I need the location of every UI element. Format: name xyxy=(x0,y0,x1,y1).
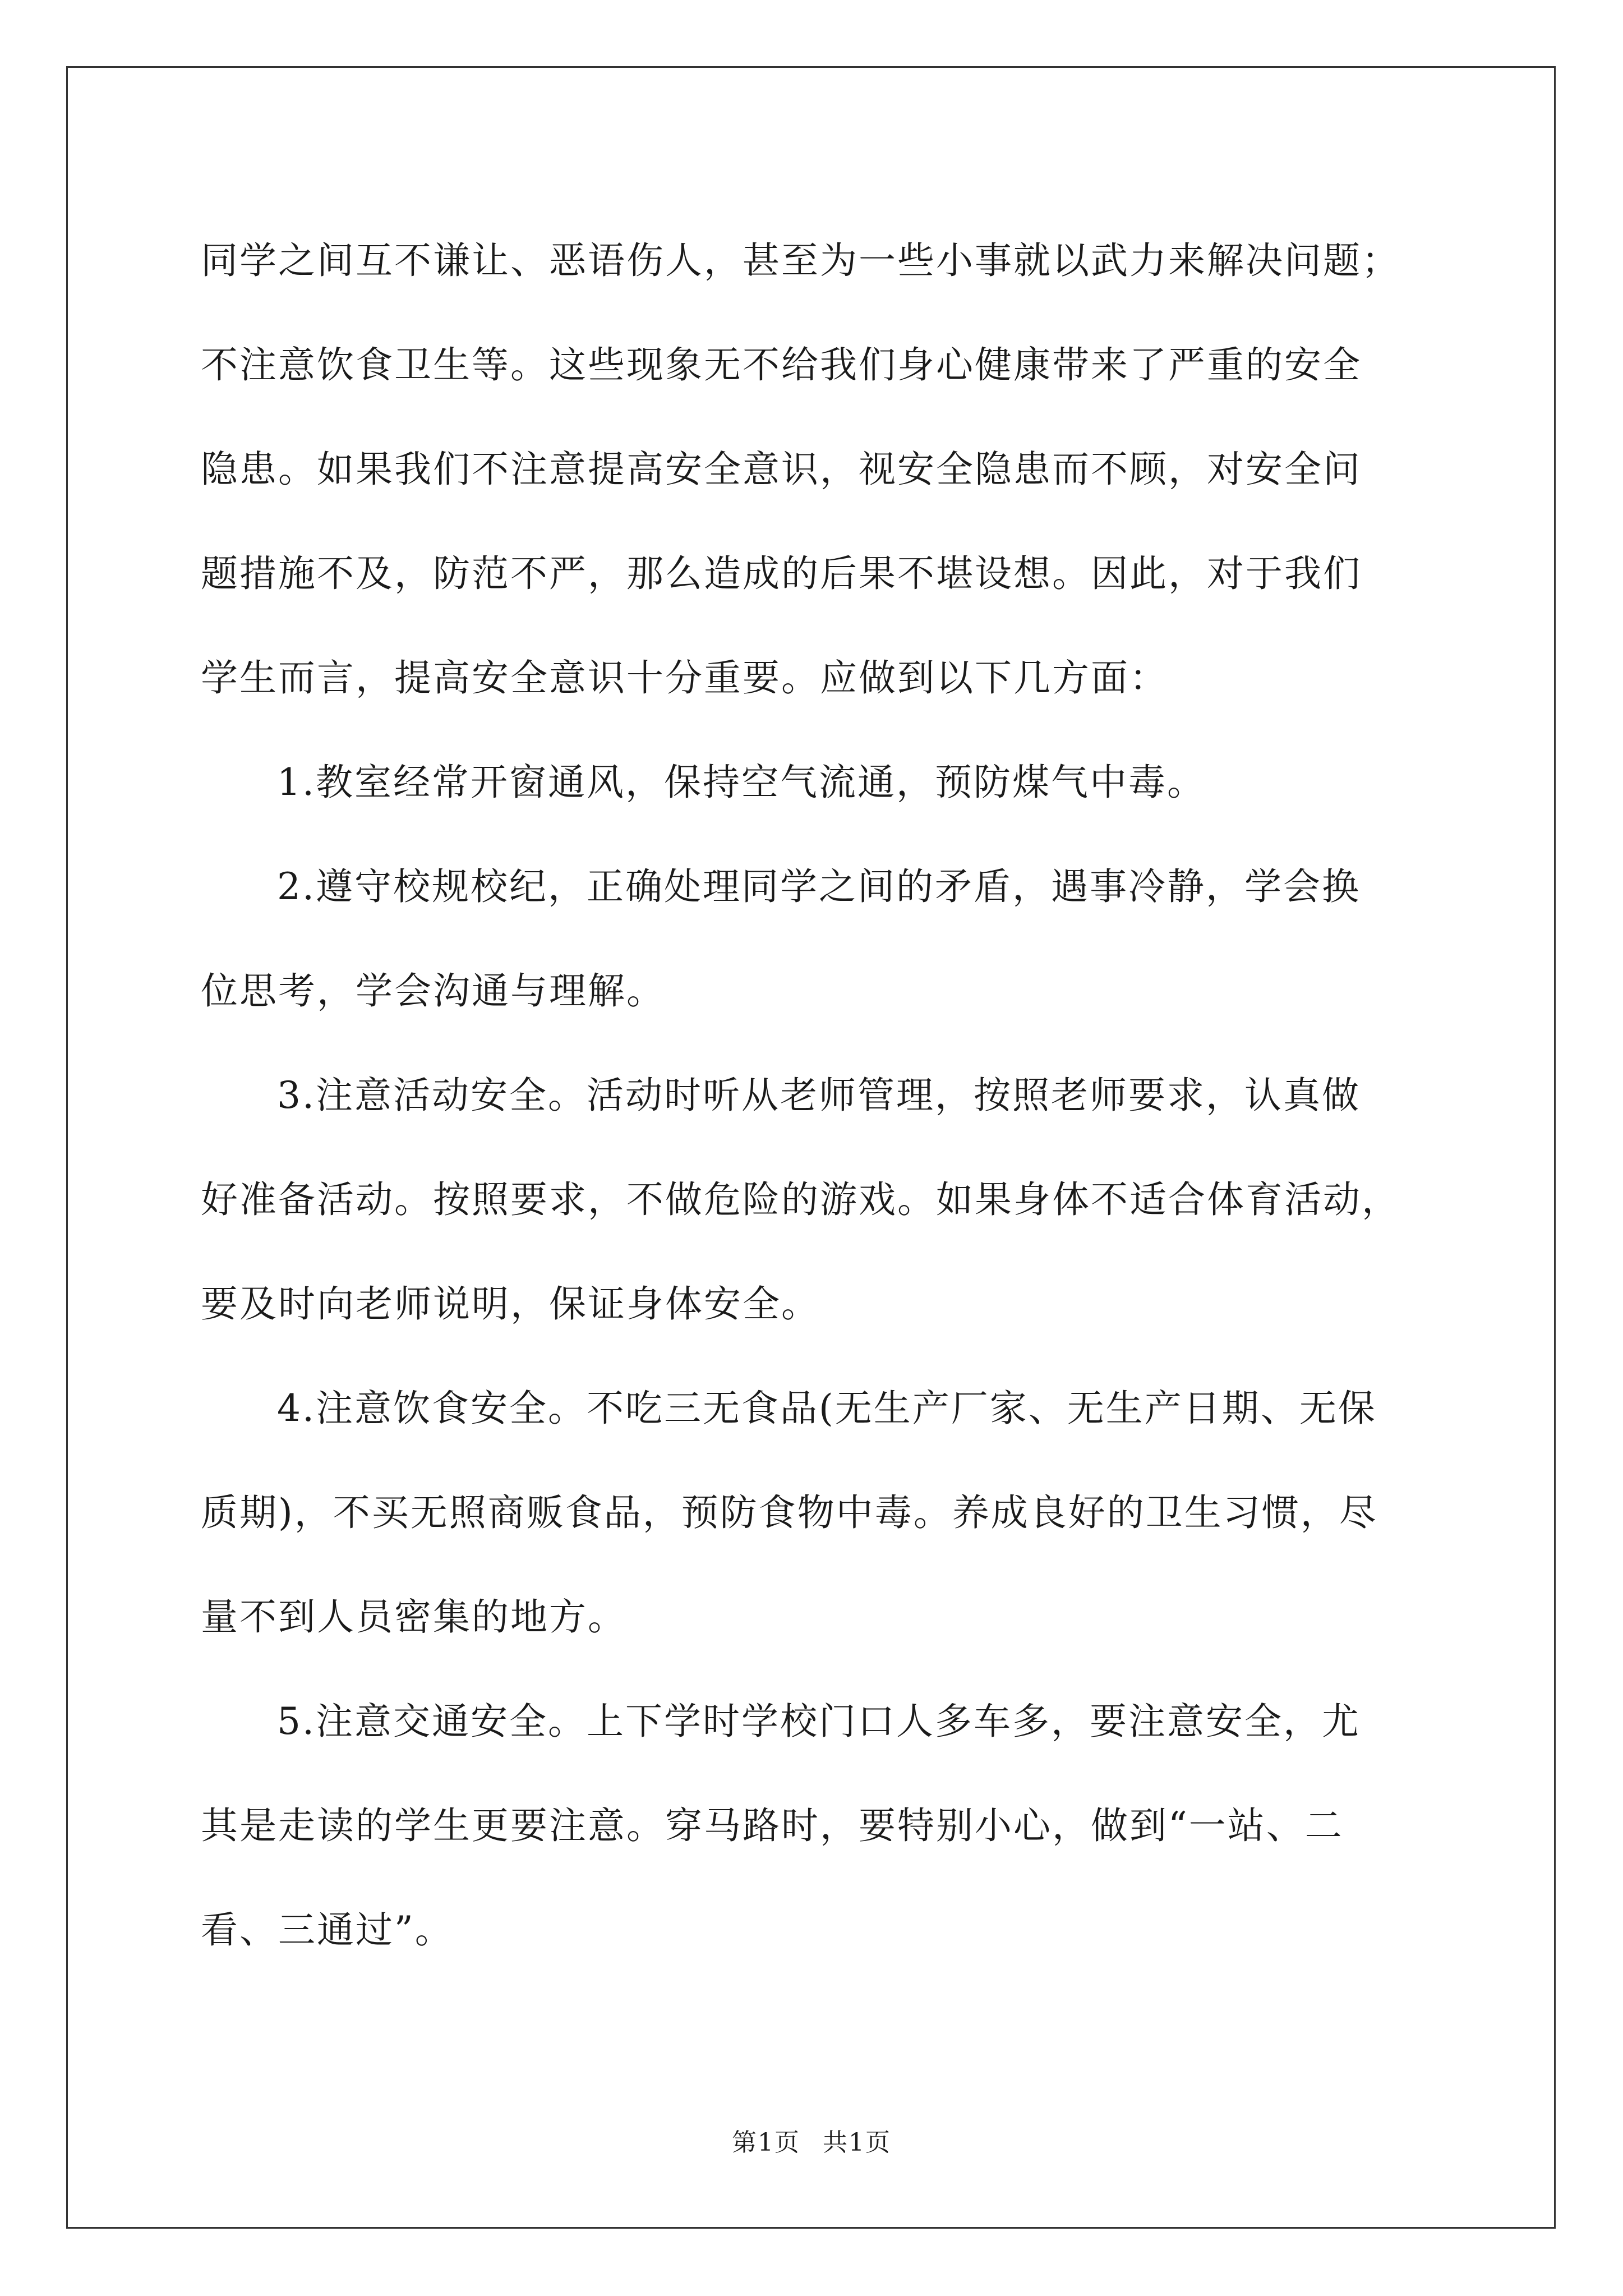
text-line: 隐患。如果我们不注意提高安全意识，视安全隐患而不顾，对安全问 xyxy=(201,448,1362,491)
text-line: 4.注意饮食安全。不吃三无食品(无生产厂家、无生产日期、无保 xyxy=(277,1387,1377,1430)
paragraph-item-3 xyxy=(201,1043,1429,1356)
text-line: 量不到人员密集的地方。 xyxy=(201,1595,626,1639)
document-body xyxy=(201,209,1429,1982)
text-line: 质期)，不买无照商贩食品，预防食物中毒。养成良好的卫生习惯，尽 xyxy=(201,1491,1378,1534)
text-line: 好准备活动。按照要求，不做危险的游戏。如果身体不适合体育活动， xyxy=(201,1178,1400,1221)
paragraph-item-2 xyxy=(201,835,1429,1043)
page-footer xyxy=(0,2126,1623,2160)
paragraph-item-1 xyxy=(201,730,1429,835)
text-line: 同学之间互不谦让、恶语伤人，甚至为一些小事就以武力来解决问题； xyxy=(201,239,1400,282)
text-line: 位思考，学会沟通与理解。 xyxy=(201,969,665,1013)
text-line: 其是走读的学生更要注意。穿马路时，要特别小心，做到“一站、二 xyxy=(201,1804,1344,1847)
text-line: 1.教室经常开窗通风，保持空气流通，预防煤气中毒。 xyxy=(277,761,1206,804)
paragraph-item-4 xyxy=(201,1356,1429,1669)
text-line: 不注意饮食卫生等。这些现象无不给我们身心健康带来了严重的安全 xyxy=(201,343,1362,386)
page-number-current: 第1页 xyxy=(732,2128,800,2157)
text-line: 学生而言，提高安全意识十分重要。应做到以下几方面： xyxy=(201,656,1168,700)
text-line: 2.遵守校规校纪，正确处理同学之间的矛盾，遇事冷静，学会换 xyxy=(277,865,1361,908)
text-line: 5.注意交通安全。上下学时学校门口人多车多，要注意安全，尤 xyxy=(277,1700,1361,1743)
text-line: 题措施不及，防范不严，那么造成的后果不堪设想。因此，对于我们 xyxy=(201,552,1362,595)
paragraph-item-5 xyxy=(201,1669,1429,1982)
text-line: 要及时向老师说明，保证身体安全。 xyxy=(201,1282,820,1326)
page-number-total: 共1页 xyxy=(823,2128,891,2157)
paragraph-intro xyxy=(201,209,1429,730)
text-line: 看、三通过”。 xyxy=(201,1908,454,1952)
text-line: 3.注意活动安全。活动时听从老师管理，按照老师要求，认真做 xyxy=(277,1074,1361,1117)
